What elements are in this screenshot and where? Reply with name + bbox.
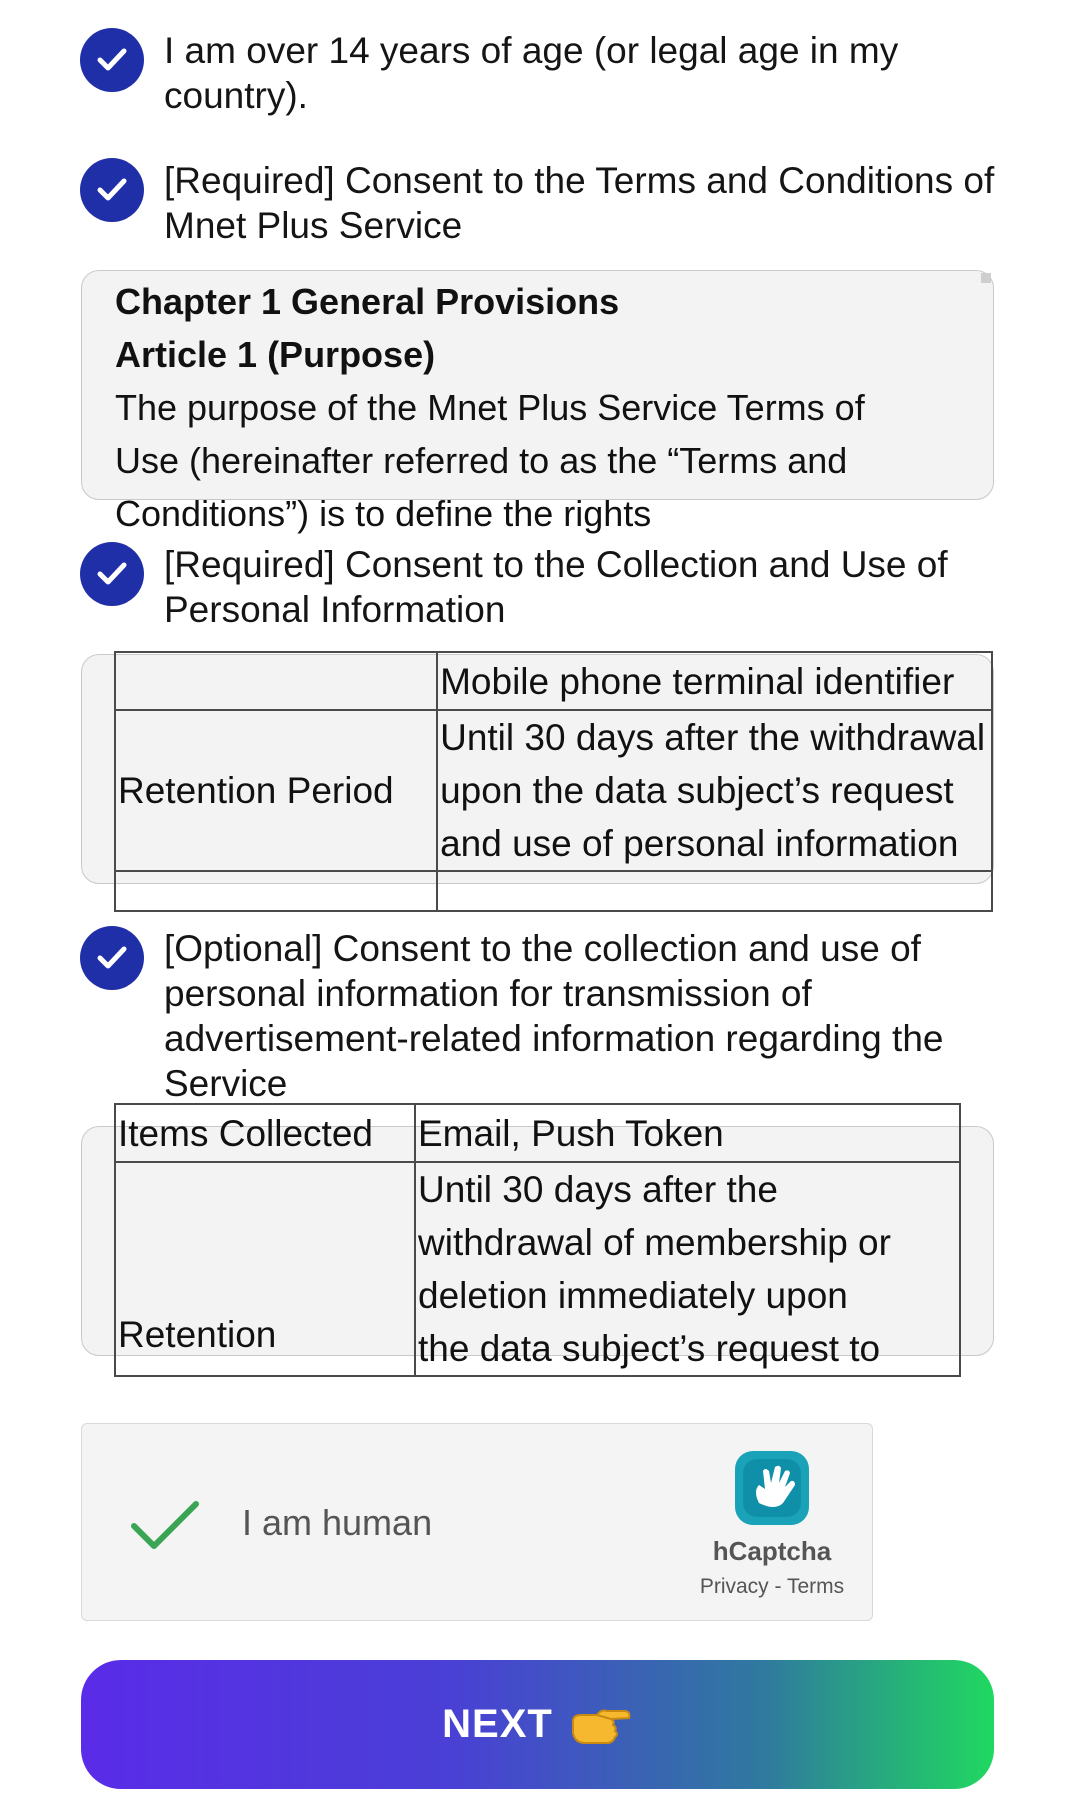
- cell-line: Until 30 days after the withdrawal: [440, 717, 986, 758]
- cell-line: and use of personal information: [440, 823, 959, 864]
- cell-line: Until 30 days after the: [418, 1169, 778, 1210]
- cell-line: the data subject’s request to: [418, 1328, 881, 1369]
- table-cell: Retention Period: [115, 710, 437, 871]
- consent-terms: [80, 158, 1010, 248]
- captcha-checkmark-icon[interactable]: [130, 1498, 200, 1552]
- table-cell: Items Collected: [115, 1104, 415, 1162]
- cell-line: upon the data subject’s request: [440, 770, 954, 811]
- advertising-scrollbox[interactable]: [81, 1112, 994, 1369]
- consent-advertising: [80, 926, 1010, 1106]
- table-row: [115, 871, 992, 911]
- checkmark-icon: [96, 561, 128, 587]
- privacy-checkbox[interactable]: [80, 542, 144, 606]
- table-cell: Retention: [115, 1162, 415, 1376]
- table-cell: [437, 710, 992, 871]
- terms-checkbox[interactable]: [80, 158, 144, 222]
- table-row: [115, 652, 992, 710]
- terms-article-heading: Article 1 (Purpose): [115, 334, 436, 375]
- privacy-scrollbox[interactable]: [81, 654, 994, 884]
- consent-privacy: [80, 542, 1010, 632]
- terms-scrollbox[interactable]: [81, 270, 994, 534]
- hcaptcha-widget[interactable]: [81, 1423, 873, 1621]
- privacy-table: [114, 651, 993, 912]
- terms-text-line: Use (hereinafter referred to as the “Terms and: [115, 440, 848, 481]
- advertising-checkbox[interactable]: [80, 926, 144, 990]
- terms-text-line: The purpose of the Mnet Plus Service Terms of: [115, 387, 865, 428]
- next-button-label: NEXT: [442, 1702, 553, 1746]
- table-cell: Mobile phone terminal identifier: [437, 652, 992, 710]
- captcha-privacy-link[interactable]: Privacy: [699, 1575, 769, 1598]
- hcaptcha-brand: hCaptcha: [712, 1536, 832, 1566]
- privacy-consent-label: [Required] Consent to the Collection and Use of Personal Information: [164, 544, 948, 630]
- captcha-links: [672, 1575, 872, 1599]
- table-cell: [437, 871, 992, 911]
- table-row: [115, 1162, 960, 1376]
- cell-line: withdrawal of membership or: [418, 1222, 891, 1263]
- hcaptcha-logo-icon: [729, 1445, 815, 1531]
- terms-consent-label: [Required] Consent to the Terms and Conditions of Mnet Plus Service: [164, 160, 995, 246]
- consent-age: [80, 28, 1010, 118]
- captcha-link-separator: -: [768, 1575, 787, 1598]
- cell-line: deletion immediately upon: [418, 1275, 848, 1316]
- table-row: [115, 710, 992, 871]
- table-row: [115, 1104, 960, 1162]
- table-cell: [115, 871, 437, 911]
- captcha-terms-link[interactable]: Terms: [786, 1575, 845, 1598]
- advertising-table: [114, 1103, 961, 1377]
- terms-text-line: Conditions”) is to define the rights: [115, 493, 652, 534]
- age-checkbox[interactable]: [80, 28, 144, 92]
- checkmark-icon: [96, 177, 128, 203]
- terms-chapter-heading: Chapter 1 General Provisions: [115, 281, 620, 322]
- checkmark-icon: [96, 945, 128, 971]
- table-cell: Email, Push Token: [415, 1104, 960, 1162]
- checkmark-icon: [96, 47, 128, 73]
- advertising-consent-label: [Optional] Consent to the collection and use of personal information for transmission of advertisement-related information regarding the Service: [164, 928, 944, 1104]
- age-consent-label: I am over 14 years of age (or legal age in my country).: [164, 30, 899, 116]
- next-button[interactable]: [81, 1660, 994, 1789]
- scrollbar-handle[interactable]: [981, 273, 991, 283]
- table-cell: [115, 652, 437, 710]
- captcha-label: I am human: [242, 1502, 433, 1543]
- pointing-hand-icon: [567, 1703, 633, 1747]
- table-cell: [415, 1162, 960, 1376]
